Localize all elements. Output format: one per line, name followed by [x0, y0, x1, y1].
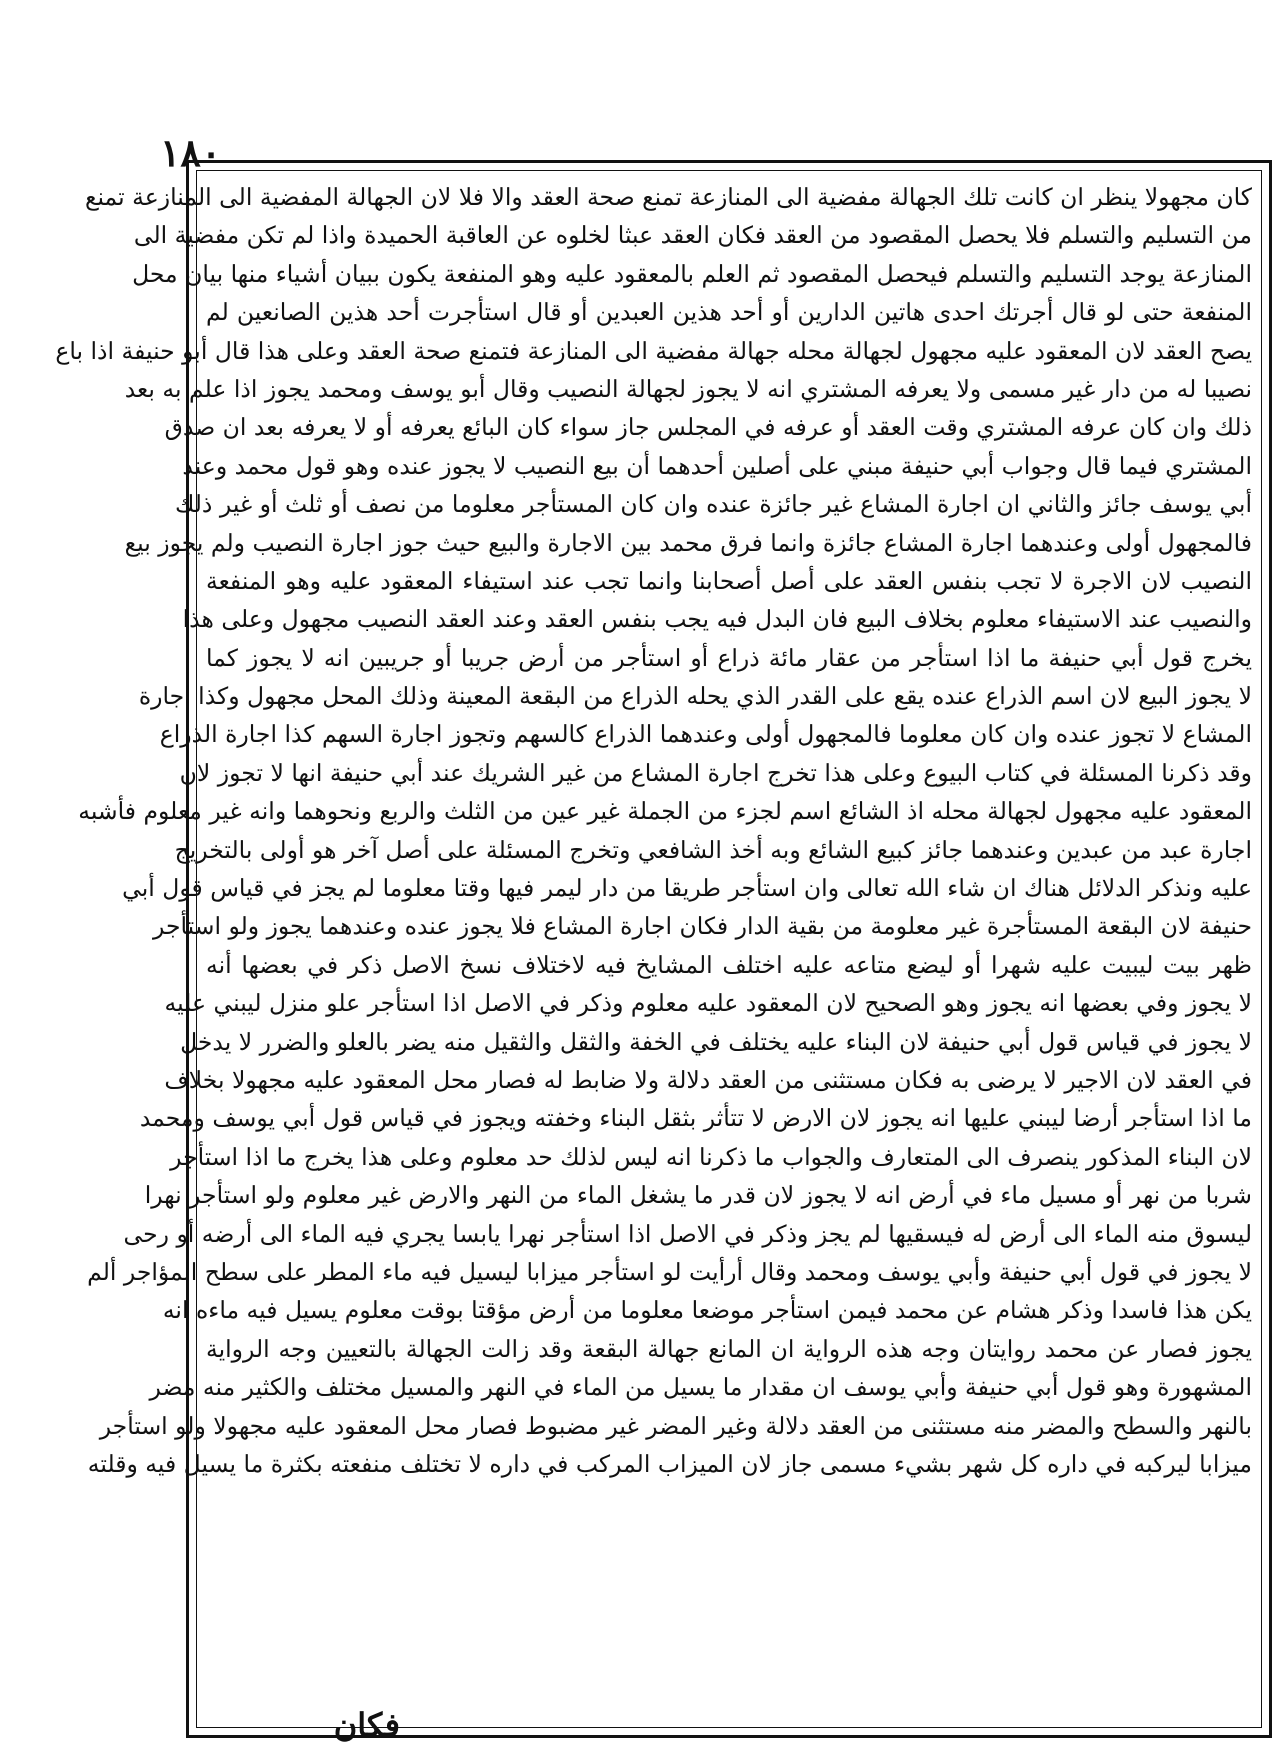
text-line [206, 1522, 1252, 1560]
text-line: ذلك وان كان عرفه المشتري وقت العقد أو عرفه في المجلس جاز سواء كان البائع يعرفه أو لا يعرفه بعد ان صدق [164, 413, 1252, 442]
text-line: ميزابا ليركبه في داره كل شهر بشيء مسمى جاز لان الميزاب المركب في داره لا تختلف منفعته بكثرة ما يسيل فيه وقلته [87, 1449, 1252, 1478]
text-line: ظهر بيت ليبيت عليه شهرا أو ليضع متاعه عليه اختلف المشايخ فيه لاختلاف نسخ الاصل ذكر في بعضها أنه [206, 950, 1252, 979]
text-line: لا يجوز في قول أبي حنيفة وأبي يوسف ومحمد وقال أرأيت لو استأجر ميزابا ليسيل فيه ماء المطر على سطح المؤاجر ألم [87, 1257, 1252, 1286]
text-line: عليه ونذكر الدلائل هناك ان شاء الله تعالى وان استأجر طريقا من دار ليمر فيها وقتا معلوما لم يجز في قياس قول أبي [122, 874, 1252, 903]
text-line: في العقد لان الاجير لا يرضى به فكان مستثنى من العقد دلالة ولا ضابط له فصار محل المعقود عليه مجهولا بخلاف [164, 1065, 1252, 1094]
text-line: شربا من نهر أو مسيل ماء في أرض انه لا يجوز لان قدر ما يشغل الماء من النهر والارض غير معلوم ولو استأجر نهرا [144, 1181, 1252, 1210]
text-line [206, 1637, 1252, 1675]
text-line: المنازعة يوجد التسليم والتسلم فيحصل المقصود ثم العلم بالمعقود عليه وهو المنفعة يكون ببيان أشياء منها بيان محل [132, 259, 1252, 288]
text-line: لا يجوز البيع لان اسم الذراع عنده يقع على القدر الذي يحله الذراع من البقعة المعينة وذلك المحل مجهول وكذا اجارة [138, 682, 1252, 711]
text-line: كان مجهولا ينظر ان كانت تلك الجهالة مفضية الى المنازعة تمنع صحة العقد والا فلا لان الجهالة المفضية الى المنازعة تمنع [84, 183, 1252, 211]
text-line: نصيبا له من دار غير مسمى ولا يعرفه المشتري انه لا يجوز لجهالة النصيب وقال أبو يوسف ومحمد يجوز اذا علم به بعد [124, 374, 1252, 403]
text-line: وقد ذكرنا المسئلة في كتاب البيوع وعلى هذا تخرج اجارة المشاع من غير الشريك عند أبي حنيفة انها لا تجوز لان [179, 758, 1252, 787]
body-text [55, 178, 1252, 1718]
page-number: ١٨٠ [160, 130, 222, 175]
text-line: بالنهر والسطح والمضر منه مستثنى من العقد دلالة وغير المضر غير مضبوط فصار محل المعقود عليه مجهولا ولو استأجر [99, 1411, 1252, 1440]
text-line: اجارة عبد من عبدين وعندهما جائز كبيع الشائع وبه أخذ الشافعي وتخرج المسئلة على أصل آخر هو أولى بالتخريج [174, 835, 1252, 864]
text-line: فالمجهول أولى وعندهما اجارة المشاع جائزة وانما فرق محمد بين الاجارة والبيع حيث جوز اجارة النصيب ولم يجوز بيع [124, 528, 1252, 557]
text-line: المشاع لا تجوز عنده وان كان معلوما فالمجهول أولى وعندهما الذراع كالسهم وتجوز اجارة السهم كذا اجارة الذراع [159, 720, 1252, 749]
text-line: حنيفة لان البقعة المستأجرة غير معلومة من بقية الدار فكان اجارة المشاع فلا يجوز عنده وعندهما يجوز ولو استأجر [153, 912, 1252, 941]
catchword: فكان [333, 1706, 400, 1744]
text-line: يخرج قول أبي حنيفة ما اذا استأجر من عقار مائة ذراع أو استأجر من أرض جريبا أو جريبين انه لا يجوز كما [206, 643, 1252, 672]
text-line: المشهورة وهو قول أبي حنيفة وأبي يوسف ان مقدار ما يسيل من الماء في النهر والمسيل مختلف والكثير منه مضر [149, 1373, 1252, 1402]
text-line [206, 1483, 1252, 1521]
text-line: يصح العقد لان المعقود عليه مجهول لجهالة محله جهالة مفضية الى المنازعة فتمنع صحة العقد وعلى هذا قال أبو حنيفة اذا باع [55, 336, 1252, 365]
text-line [206, 1560, 1252, 1598]
text-line: المعقود عليه مجهول لجهالة محله اذ الشائع اسم لجزء من الجملة غير عين من الثلث والربع ونحوهما وانه غير معلوم فأشبه [78, 797, 1252, 826]
text-line [206, 1598, 1252, 1636]
text-line: المنفعة حتى لو قال أجرتك احدى هاتين الدارين أو أحد هذين العبدين أو قال استأجرت أحد هذين الصانعين لم [206, 298, 1252, 327]
text-line: يكن هذا فاسدا وذكر هشام عن محمد فيمن استأجر موضعا معلوما من أرض مؤقتا بوقت معلوم يسيل فيه ماءه انه [162, 1296, 1252, 1325]
text-line: والنصيب عند الاستيفاء معلوم بخلاف البيع فان البدل فيه يجب بنفس العقد وعند العقد النصيب مجهول وعلى هذا [182, 605, 1252, 634]
text-line: ليسوق منه الماء الى أرض له فيسقيها لم يجز وذكر في الاصل اذا استأجر نهرا يابسا يجري فيه الماء الى أرضه أو رحى [123, 1219, 1252, 1248]
text-line: ما اذا استأجر أرضا ليبني عليها انه يجوز لان الارض لا تتأثر بثقل البناء وخفته ويجوز في قياس قول أبي يوسف ومحمد [139, 1104, 1252, 1133]
text-line: النصيب لان الاجرة لا تجب بنفس العقد على أصل أصحابنا وانما تجب عند استيفاء المعقود عليه وهو المنفعة [206, 566, 1252, 595]
text-line: من التسليم والتسلم فلا يحصل المقصود من العقد فكان العقد عبثا لخلوه عن العاقبة الحميدة واذا لم تكن مفضية الى [133, 221, 1252, 250]
text-line: لا يجوز في قياس قول أبي حنيفة لان البناء عليه يختلف في الخفة والثقل والثقيل منه يضر بالعلو والضرر لا يدخل [180, 1027, 1252, 1056]
text-line: أبي يوسف جائز والثاني ان اجارة المشاع غير جائزة عنده وان كان المستأجر معلوما من نصف أو ثلث أو غير ذلك [174, 490, 1252, 519]
text-line: المشتري فيما قال وجواب أبي حنيفة مبني على أصلين أحدهما أن بيع النصيب لا يجوز عنده وهو قول محمد وعند [182, 451, 1252, 480]
text-line: يجوز فصار عن محمد روايتان وجه هذه الرواية ان المانع جهالة البقعة وقد زالت الجهالة بالتعيين وجه الرواية [206, 1334, 1252, 1363]
text-line: لا يجوز وفي بعضها انه يجوز وهو الصحيح لان المعقود عليه معلوم وذكر في الاصل اذا استأجر علو منزل ليبني عليه [164, 989, 1252, 1018]
text-line: لان البناء المذكور ينصرف الى المتعارف والجواب ما ذكرنا انه ليس لذلك حد معلوم وعلى هذا يخرج ما اذا استأجر [170, 1142, 1252, 1171]
